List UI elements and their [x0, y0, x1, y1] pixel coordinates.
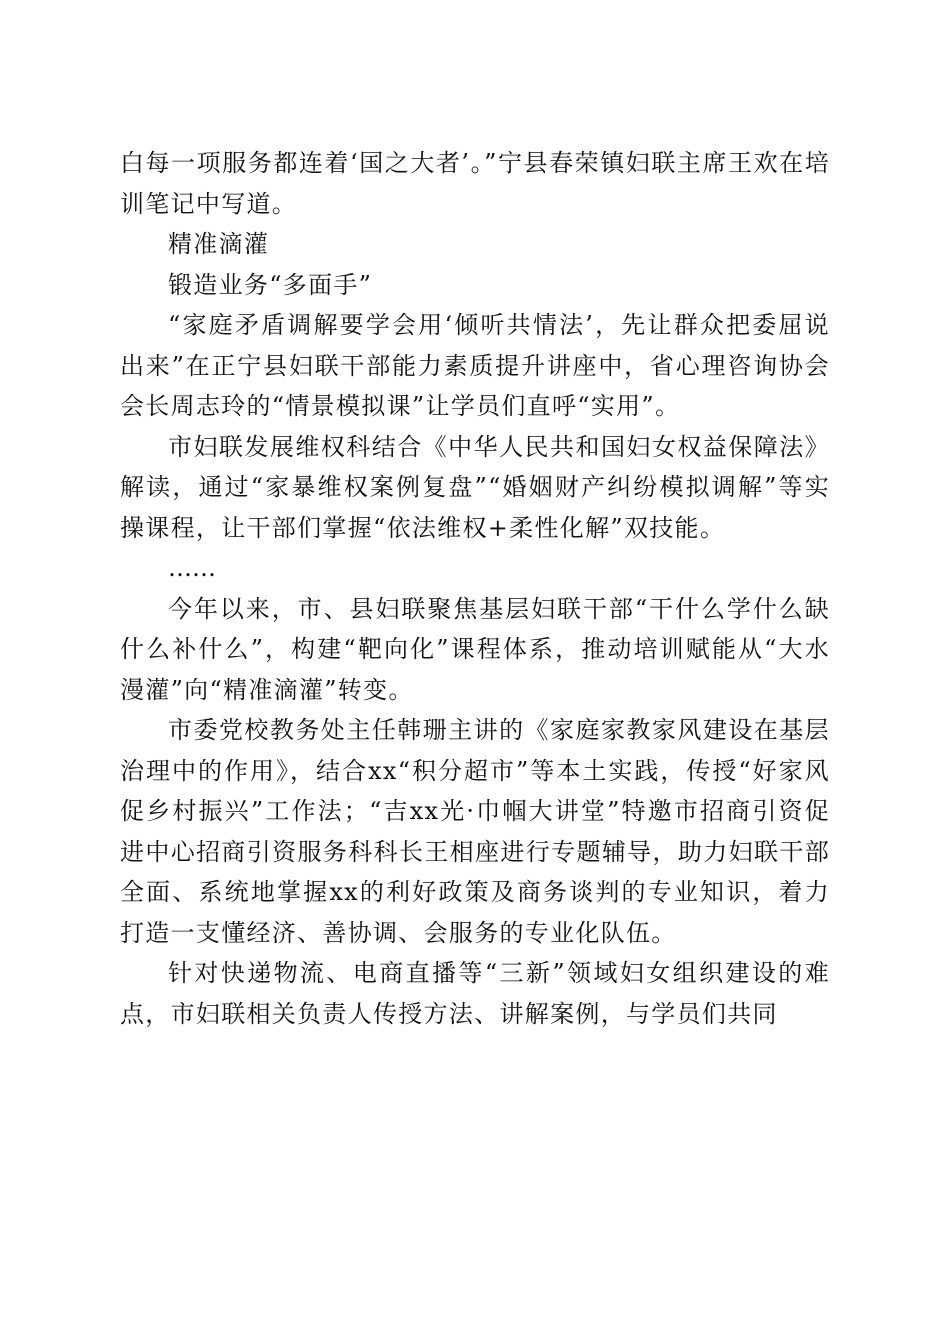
paragraph-mediation-lecture: “家庭矛盾调解要学会用‘倾听共情法’，先让群众把委屈说出来”在正宁县妇联干部能力素质提升讲座中，省心理咨询协会会长周志玲的“情景模拟课”让学员们直呼“实用”。: [120, 311, 830, 420]
paragraph-new-fields: 针对快递物流、电商直播等“三新”领域妇女组织建设的难点，市妇联相关负责人传授方法、讲解案例，与学员们共同: [120, 959, 830, 1028]
ellipsis-separator: ……: [168, 554, 216, 582]
section-heading-precision-drip: 精准滴灌: [168, 230, 270, 258]
document-body: [120, 143, 830, 1034]
paragraph-rights-protection: 市妇联发展维权科结合《中华人民共和国妇女权益保障法》解读，通过“家暴维权案例复盘”“婚姻财产纠纷模拟调解”等实操课程，让干部们掌握“依法维权+柔性化解”双技能。: [120, 432, 830, 542]
paragraph-targeted-curriculum: 今年以来，市、县妇联聚焦基层妇联干部“干什么学什么缺什么补什么”，构建“靶向化”课程体系，推动培训赋能从“大水漫灌”向“精准滴灌”转变。: [120, 594, 830, 704]
section-subheading-multi-skilled: 锻造业务“多面手”: [168, 270, 373, 299]
paragraph-party-school-lecture: 市委党校教务处主任韩珊主讲的《家庭家教家风建设在基层治理中的作用》，结合xx“积分超市”等本土实践，传授“好家风促乡村振兴”工作法；“吉xx光·巾帼大讲堂”特邀市招商引资促进中心招商引资服务科科长王相座进行专题辅导，助力妇联干部全面、系统地掌握xx的利好政策及商务谈判的专业知识，着力打造一支懂经济、善协调、会服务的专业化队伍。: [120, 716, 830, 947]
paragraph-continuation: 白每一项服务都连着‘国之大者’。”宁县春荣镇妇联主席王欢在培训笔记中写道。: [120, 149, 830, 218]
